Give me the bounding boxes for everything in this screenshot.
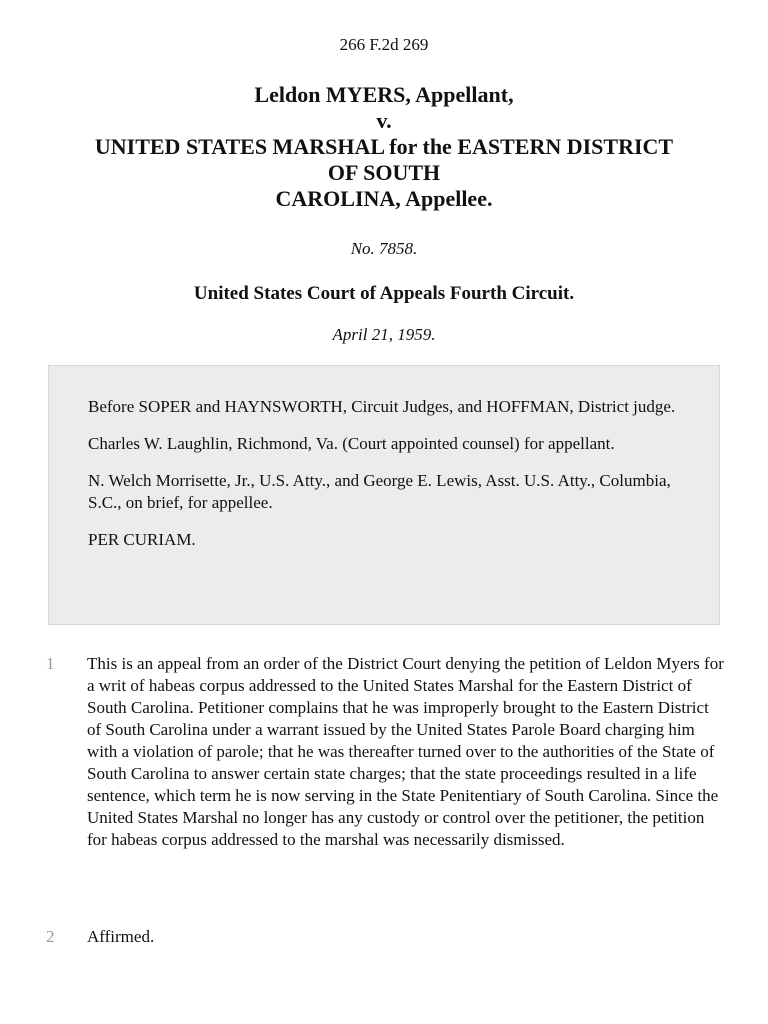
appellee-counsel: N. Welch Morrisette, Jr., U.S. Atty., and George E. Lewis, Asst. U.S. Atty., Columbia, S.C., on brief, for appellee. bbox=[88, 471, 671, 512]
court-name: United States Court of Appeals Fourth Circuit. bbox=[193, 283, 575, 304]
versus-label: v. bbox=[376, 108, 392, 133]
paragraph-text: Affirmed. bbox=[87, 927, 155, 946]
paragraph-text: This is an appeal from an order of the District Court denying the petition of Leldon Myers for a writ of habeas corpus addressed to the United States Marshal for the Eastern District of South Carolina. Petitioner complains that he was improperly brought to the Eastern District of South Carolina under a warrant issued by the United States Parole Board charging him with a violation of parole; that he was thereafter turned over to the authorities of the State of South Carolina to answer certain state charges; that the state proceedings resulted in a life sentence, which term he is now serving in the State Penitentiary of South Carolina. Since the United States Marshal no longer has any custody or control over the petitioner, the petition for habeas corpus addressed to the marshal was necessarily dismissed. bbox=[87, 654, 724, 849]
per-curiam-label: PER CURIAM. bbox=[88, 530, 196, 549]
appellant-counsel: Charles W. Laughlin, Richmond, Va. (Court appointed counsel) for appellant. bbox=[88, 434, 615, 453]
decision-date: April 21, 1959. bbox=[332, 325, 436, 344]
appellee-name-line-1: UNITED STATES MARSHAL for the EASTERN DISTRICT bbox=[94, 134, 674, 159]
appellant-name: Leldon MYERS, Appellant, bbox=[254, 82, 514, 107]
case-citation: 266 F.2d 269 bbox=[339, 35, 429, 54]
appellee-name-line-2: OF SOUTH bbox=[327, 160, 441, 185]
preliminary-matter-box bbox=[48, 365, 720, 625]
appellee-name-line-3: CAROLINA, Appellee. bbox=[275, 186, 493, 211]
docket-number: No. 7858. bbox=[350, 239, 418, 258]
paragraph-number: 2 bbox=[46, 927, 55, 946]
case-caption bbox=[40, 82, 728, 212]
paragraph-number: 1 bbox=[46, 654, 55, 673]
judges-line: Before SOPER and HAYNSWORTH, Circuit Judges, and HOFFMAN, District judge. bbox=[88, 397, 676, 416]
